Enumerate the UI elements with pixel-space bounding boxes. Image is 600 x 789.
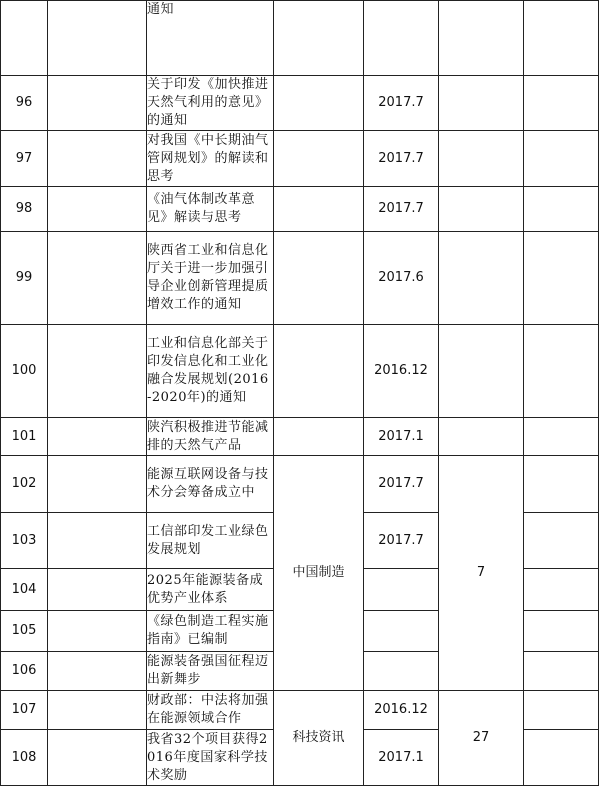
empty-cell [48, 691, 147, 730]
empty-cell [48, 232, 147, 325]
empty-cell [48, 611, 147, 652]
count-cell [439, 418, 524, 456]
empty-cell [524, 569, 599, 611]
count-cell [439, 76, 524, 131]
empty-cell [48, 513, 147, 569]
empty-cell [524, 513, 599, 569]
table-row [1, 187, 599, 232]
category-cell [274, 325, 364, 418]
row-date: 2017.7 [364, 456, 439, 513]
category-cell: 科技资讯 [274, 691, 364, 786]
row-number: 106 [1, 652, 48, 691]
row-number: 102 [1, 456, 48, 513]
row-date: 2017.7 [364, 76, 439, 131]
empty-cell [48, 730, 147, 786]
category-cell [274, 131, 364, 187]
row-title: 财政部：中法将加强在能源领域合作 [147, 691, 274, 730]
row-title: 我省32个项目获得2016年度国家科学技术奖励 [147, 730, 274, 786]
count-cell [439, 232, 524, 325]
row-title: 工业和信息化部关于印发信息化和工业化融合发展规划(2016-2020年)的通知 [147, 325, 274, 418]
empty-cell [524, 187, 599, 232]
row-date [364, 652, 439, 691]
empty-cell [524, 652, 599, 691]
table-row [1, 456, 599, 513]
empty-cell [524, 1, 599, 76]
row-title: 对我国《中长期油气管网规划》的解读和思考 [147, 131, 274, 187]
row-number: 100 [1, 325, 48, 418]
row-date: 2017.7 [364, 131, 439, 187]
empty-cell [48, 418, 147, 456]
row-title: 陕西省工业和信息化厅关于进一步加强引导企业创新管理提质增效工作的通知 [147, 232, 274, 325]
empty-cell [48, 76, 147, 131]
category-cell [274, 76, 364, 131]
row-date [364, 1, 439, 76]
row-date: 2017.1 [364, 730, 439, 786]
empty-cell [524, 232, 599, 325]
category-cell: 中国制造 [274, 456, 364, 691]
empty-cell [48, 187, 147, 232]
empty-cell [524, 418, 599, 456]
table-row [1, 232, 599, 325]
row-number: 108 [1, 730, 48, 786]
row-number: 103 [1, 513, 48, 569]
row-title: 能源互联网设备与技术分会筹备成立中 [147, 456, 274, 513]
count-cell [439, 325, 524, 418]
empty-cell [524, 730, 599, 786]
row-number: 98 [1, 187, 48, 232]
empty-cell [524, 131, 599, 187]
row-title: 2025年能源装备成优势产业体系 [147, 569, 274, 611]
row-number: 104 [1, 569, 48, 611]
table-row [1, 691, 599, 730]
row-number: 99 [1, 232, 48, 325]
row-number: 97 [1, 131, 48, 187]
row-date [364, 611, 439, 652]
row-date: 2016.12 [364, 325, 439, 418]
empty-cell [524, 456, 599, 513]
row-number: 96 [1, 76, 48, 131]
table-row [1, 1, 599, 76]
row-date: 2017.7 [364, 187, 439, 232]
count-cell: 7 [439, 456, 524, 691]
table-row [1, 418, 599, 456]
empty-cell [524, 325, 599, 418]
row-title: 工信部印发工业绿色发展规划 [147, 513, 274, 569]
category-cell [274, 232, 364, 325]
row-title: 《油气体制改革意见》解读与思考 [147, 187, 274, 232]
empty-cell [524, 691, 599, 730]
category-cell [274, 418, 364, 456]
empty-cell [524, 611, 599, 652]
row-title: 陕汽积极推进节能减排的天然气产品 [147, 418, 274, 456]
empty-cell [48, 131, 147, 187]
row-title: 通知 [147, 1, 274, 76]
row-date [364, 569, 439, 611]
empty-cell [48, 325, 147, 418]
count-cell [439, 1, 524, 76]
table-row [1, 325, 599, 418]
empty-cell [48, 456, 147, 513]
empty-cell [48, 569, 147, 611]
table-row [1, 131, 599, 187]
row-date: 2017.7 [364, 513, 439, 569]
row-date: 2017.6 [364, 232, 439, 325]
row-number: 107 [1, 691, 48, 730]
category-cell [274, 1, 364, 76]
empty-cell [48, 1, 147, 76]
empty-cell [524, 76, 599, 131]
count-cell: 27 [439, 691, 524, 786]
row-title: 关于印发《加快推进天然气利用的意见》的通知 [147, 76, 274, 131]
table-row [1, 76, 599, 131]
row-date: 2016.12 [364, 691, 439, 730]
count-cell [439, 187, 524, 232]
row-date: 2017.1 [364, 418, 439, 456]
row-title: 《绿色制造工程实施指南》已编制 [147, 611, 274, 652]
count-cell [439, 131, 524, 187]
row-number: 105 [1, 611, 48, 652]
row-number [1, 1, 48, 76]
category-cell [274, 187, 364, 232]
empty-cell [48, 652, 147, 691]
row-number: 101 [1, 418, 48, 456]
row-title: 能源装备强国征程迈出新舞步 [147, 652, 274, 691]
